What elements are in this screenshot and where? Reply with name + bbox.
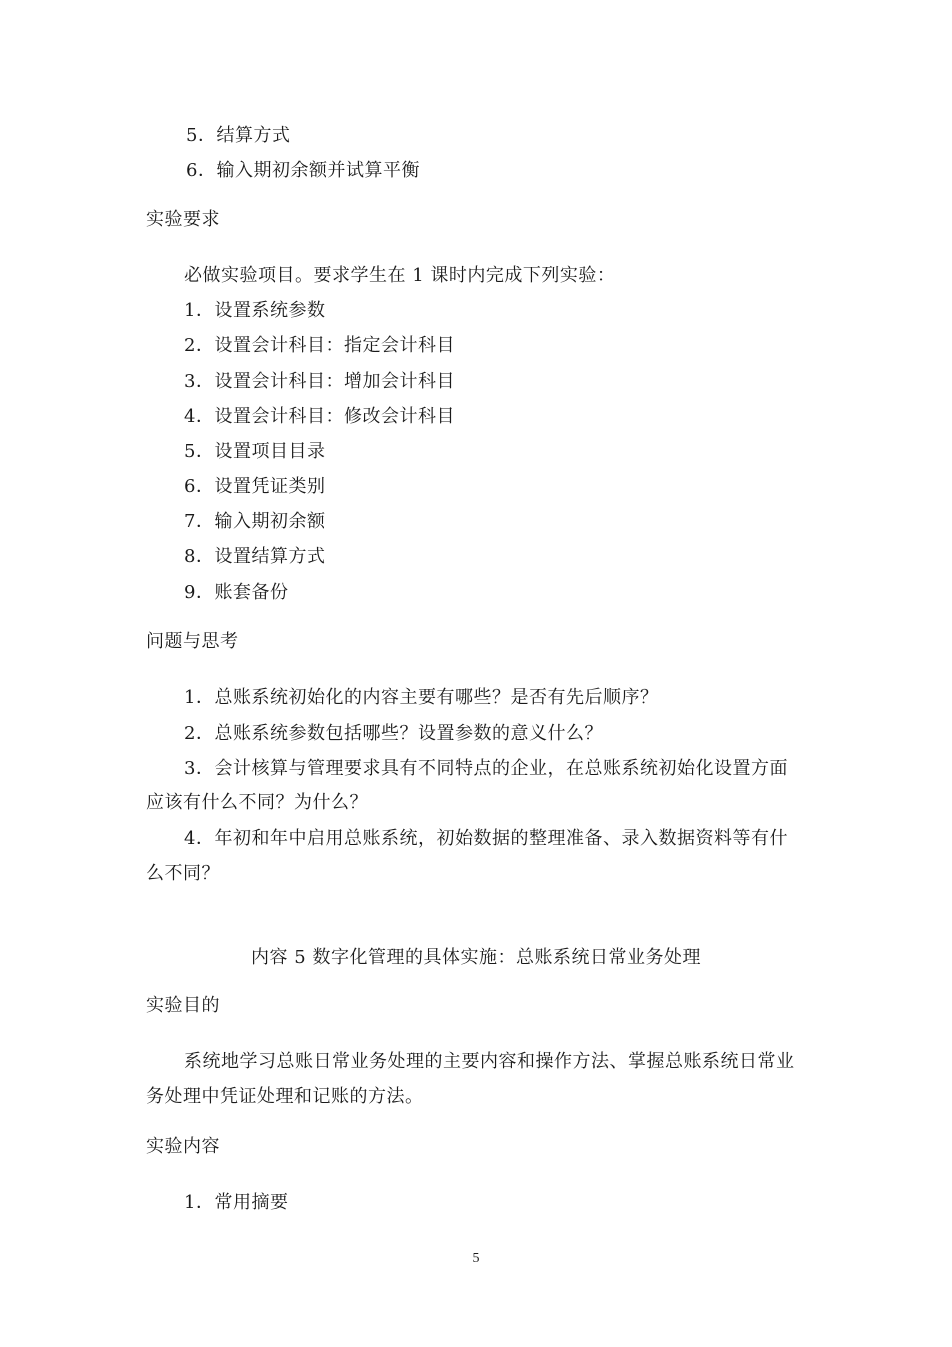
list-item: 6．设置凭证类别 <box>184 476 326 497</box>
section-heading-questions: 问题与思考 <box>146 631 239 652</box>
list-item: 1．设置系统参数 <box>184 300 326 321</box>
question-item-continued: 应该有什么不同？为什么？ <box>146 792 368 813</box>
content-title: 内容 5 数字化管理的具体实施：总账系统日常业务处理 <box>251 947 701 968</box>
purpose-paragraph-continued: 务处理中凭证处理和记账的方法。 <box>146 1086 424 1107</box>
question-item: 3．会计核算与管理要求具有不同特点的企业，在总账系统初始化设置方面 <box>184 758 788 779</box>
section-heading-requirements: 实验要求 <box>146 209 220 230</box>
question-item: 1．总账系统初始化的内容主要有哪些？是否有先后顺序？ <box>184 687 659 708</box>
list-item: 5．设置项目目录 <box>184 441 326 462</box>
list-item: 1．常用摘要 <box>184 1192 289 1213</box>
list-item: 8．设置结算方式 <box>184 546 326 567</box>
list-item: 7．输入期初余额 <box>184 511 326 532</box>
question-item: 2．总账系统参数包括哪些？设置参数的意义什么？ <box>184 723 603 744</box>
list-item: 3．设置会计科目：增加会计科目 <box>184 371 455 392</box>
requirements-intro: 必做实验项目。要求学生在 1 课时内完成下列实验： <box>184 265 616 286</box>
page-number: 5 <box>472 1251 480 1266</box>
list-item: 2．设置会计科目：指定会计科目 <box>184 335 455 356</box>
question-item: 4．年初和年中启用总账系统，初始数据的整理准备、录入数据资料等有什 <box>184 828 788 849</box>
list-item: 5．结算方式 <box>186 125 291 146</box>
section-heading-purpose: 实验目的 <box>146 995 220 1016</box>
list-item: 6．输入期初余额并试算平衡 <box>186 160 420 181</box>
section-heading-content: 实验内容 <box>146 1136 220 1157</box>
question-item-continued: 么不同？ <box>146 863 220 884</box>
purpose-paragraph: 系统地学习总账日常业务处理的主要内容和操作方法、掌握总账系统日常业 <box>184 1051 795 1072</box>
list-item: 4．设置会计科目：修改会计科目 <box>184 406 455 427</box>
list-item: 9．账套备份 <box>184 582 289 603</box>
